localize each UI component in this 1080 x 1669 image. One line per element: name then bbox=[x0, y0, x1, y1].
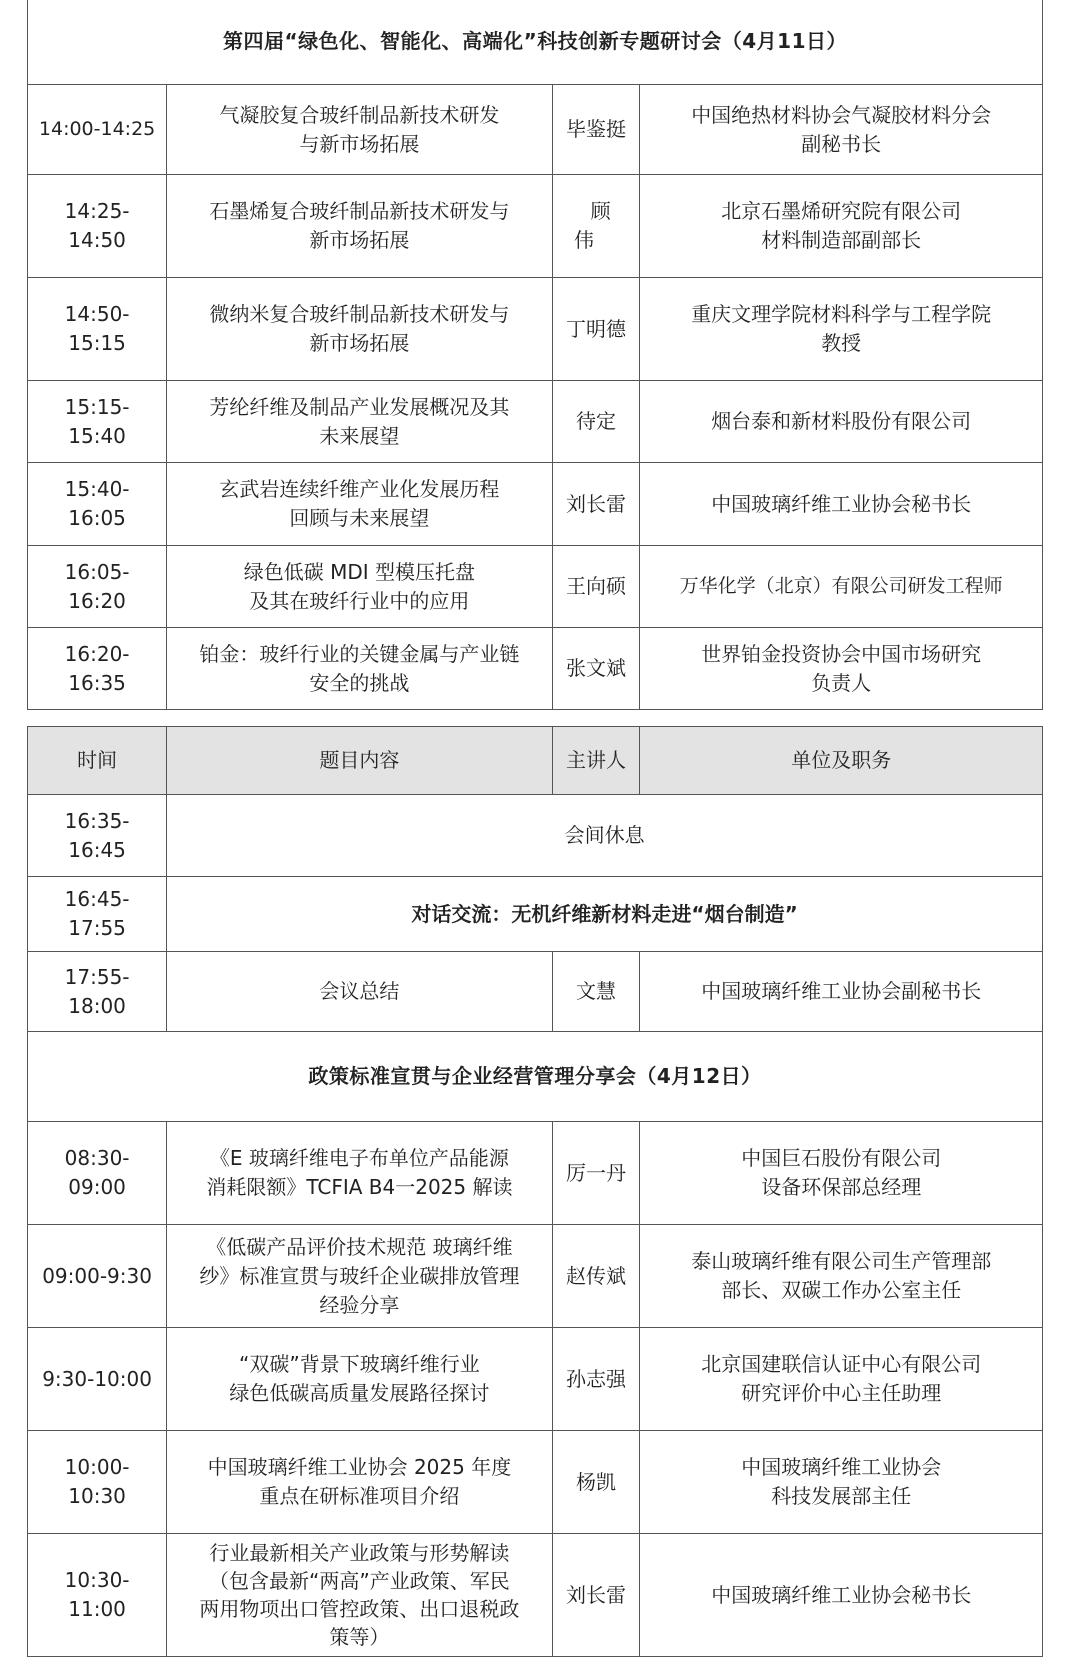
topic-cell: 气凝胶复合玻纤制品新技术研发 与新市场拓展 bbox=[167, 85, 552, 175]
section-title-day2: 政策标准宣贯与企业经营管理分享会（4月12日） bbox=[28, 1032, 1043, 1122]
time-cell: 15:40-16:05 bbox=[28, 463, 167, 546]
org-cell: 北京国建联信认证中心有限公司 研究评价中心主任助理 bbox=[640, 1328, 1043, 1431]
speaker-cell: 文慧 bbox=[552, 952, 640, 1032]
time-cell: 10:00-10:30 bbox=[28, 1431, 167, 1534]
speaker-cell: 刘长雷 bbox=[552, 1534, 640, 1657]
time-cell: 16:05-16:20 bbox=[28, 546, 167, 628]
topic-cell: 中国玻璃纤维工业协会 2025 年度 重点在研标准项目介绍 bbox=[167, 1431, 552, 1534]
topic-cell: 《低碳产品评价技术规范 玻璃纤维 纱》标准宣贯与玻纤企业碳排放管理 经验分享 bbox=[167, 1225, 552, 1328]
time-cell: 14:00-14:25 bbox=[28, 85, 167, 175]
schedule-table-day1 bbox=[27, 0, 1043, 710]
table-row bbox=[28, 381, 1043, 463]
table-row bbox=[28, 1122, 1043, 1225]
topic-cell: 《E 玻璃纤维电子布单位产品能源 消耗限额》TCFIA B4一2025 解读 bbox=[167, 1122, 552, 1225]
table-row bbox=[28, 546, 1043, 628]
org-cell: 烟台泰和新材料股份有限公司 bbox=[640, 381, 1043, 463]
header-time: 时间 bbox=[28, 727, 167, 795]
speaker-cell: 王向硕 bbox=[552, 546, 640, 628]
speaker-cell: 顾 伟 bbox=[552, 175, 640, 278]
table-header-row bbox=[28, 727, 1043, 795]
time-cell: 16:35-16:45 bbox=[28, 795, 167, 877]
table-row bbox=[28, 463, 1043, 546]
table-row bbox=[28, 877, 1043, 952]
org-cell: 中国绝热材料协会气凝胶材料分会 副秘书长 bbox=[640, 85, 1043, 175]
time-cell: 10:30-11:00 bbox=[28, 1534, 167, 1657]
org-cell: 世界铂金投资协会中国市场研究 负责人 bbox=[640, 628, 1043, 710]
time-cell: 14:50-15:15 bbox=[28, 278, 167, 381]
table-row bbox=[28, 795, 1043, 877]
table-row bbox=[28, 1534, 1043, 1657]
time-cell: 9:30-10:00 bbox=[28, 1328, 167, 1431]
table-row bbox=[28, 628, 1043, 710]
org-cell: 中国玻璃纤维工业协会秘书长 bbox=[640, 463, 1043, 546]
org-cell: 中国巨石股份有限公司 设备环保部总经理 bbox=[640, 1122, 1043, 1225]
time-cell: 09:00-9:30 bbox=[28, 1225, 167, 1328]
table-row bbox=[28, 1225, 1043, 1328]
topic-cell: 石墨烯复合玻纤制品新技术研发与 新市场拓展 bbox=[167, 175, 552, 278]
topic-cell: 行业最新相关产业政策与形势解读 （包含最新“两高”产业政策、军民 两用物项出口管控政策、出口退税政 策等） bbox=[167, 1534, 552, 1657]
time-cell: 14:25-14:50 bbox=[28, 175, 167, 278]
time-cell: 17:55-18:00 bbox=[28, 952, 167, 1032]
org-cell: 中国玻璃纤维工业协会 科技发展部主任 bbox=[640, 1431, 1043, 1534]
speaker-cell: 赵传斌 bbox=[552, 1225, 640, 1328]
speaker-cell: 刘长雷 bbox=[552, 463, 640, 546]
topic-cell: 铂金：玻纤行业的关键金属与产业链 安全的挑战 bbox=[167, 628, 552, 710]
org-cell: 北京石墨烯研究院有限公司 材料制造部副部长 bbox=[640, 175, 1043, 278]
topic-cell: 玄武岩连续纤维产业化发展历程 回顾与未来展望 bbox=[167, 463, 552, 546]
break-cell: 会间休息 bbox=[167, 795, 1043, 877]
table-row bbox=[28, 85, 1043, 175]
header-topic: 题目内容 bbox=[167, 727, 552, 795]
dialogue-cell: 对话交流：无机纤维新材料走进“烟台制造” bbox=[167, 877, 1043, 952]
topic-cell: 芳纶纤维及制品产业发展概况及其 未来展望 bbox=[167, 381, 552, 463]
topic-cell: 微纳米复合玻纤制品新技术研发与 新市场拓展 bbox=[167, 278, 552, 381]
time-cell: 08:30-09:00 bbox=[28, 1122, 167, 1225]
speaker-cell: 待定 bbox=[552, 381, 640, 463]
time-cell: 16:45-17:55 bbox=[28, 877, 167, 952]
org-cell: 泰山玻璃纤维有限公司生产管理部 部长、双碳工作办公室主任 bbox=[640, 1225, 1043, 1328]
table-row bbox=[28, 1431, 1043, 1534]
section-title-day1: 第四届“绿色化、智能化、高端化”科技创新专题研讨会（4月11日） bbox=[28, 0, 1043, 85]
topic-cell: “双碳”背景下玻璃纤维行业 绿色低碳高质量发展路径探讨 bbox=[167, 1328, 552, 1431]
org-cell: 重庆文理学院材料科学与工程学院 教授 bbox=[640, 278, 1043, 381]
org-cell: 万华化学（北京）有限公司研发工程师 bbox=[640, 546, 1043, 628]
org-cell: 中国玻璃纤维工业协会秘书长 bbox=[640, 1534, 1043, 1657]
header-speaker: 主讲人 bbox=[552, 727, 640, 795]
speaker-cell: 孙志强 bbox=[552, 1328, 640, 1431]
table-row bbox=[28, 952, 1043, 1032]
speaker-cell: 张文斌 bbox=[552, 628, 640, 710]
topic-cell: 会议总结 bbox=[167, 952, 552, 1032]
time-cell: 15:15-15:40 bbox=[28, 381, 167, 463]
table-row bbox=[28, 175, 1043, 278]
speaker-cell: 杨凯 bbox=[552, 1431, 640, 1534]
topic-cell: 绿色低碳 MDI 型模压托盘 及其在玻纤行业中的应用 bbox=[167, 546, 552, 628]
org-cell: 中国玻璃纤维工业协会副秘书长 bbox=[640, 952, 1043, 1032]
time-cell: 16:20-16:35 bbox=[28, 628, 167, 710]
table-row bbox=[28, 278, 1043, 381]
table-row bbox=[28, 1328, 1043, 1431]
speaker-cell: 毕鉴挺 bbox=[552, 85, 640, 175]
speaker-cell: 丁明德 bbox=[552, 278, 640, 381]
speaker-cell: 厉一丹 bbox=[552, 1122, 640, 1225]
header-org: 单位及职务 bbox=[640, 727, 1043, 795]
schedule-table-day2 bbox=[27, 726, 1043, 1657]
